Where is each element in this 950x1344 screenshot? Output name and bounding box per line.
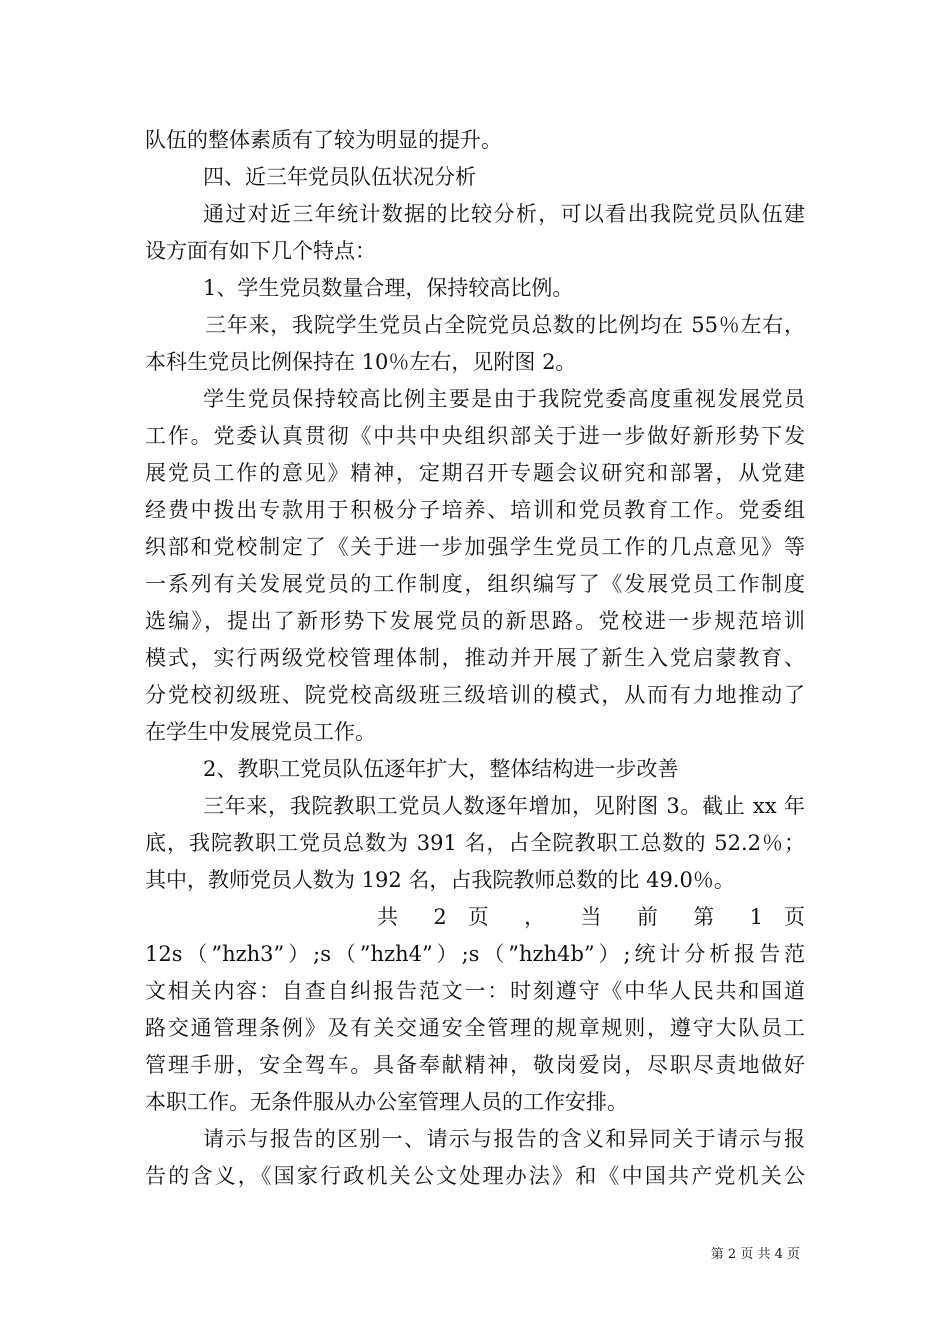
text-line-24: 文相关内容：自查自纠报告范文一：时刻遵守《中华人民共和国道 [145,979,805,1003]
text-line-25: 路交通管理条例》及有关交通安全管理的规章规则，遵守大队员工 [145,1016,805,1040]
text-line-23: 12s（”hzh3”）;s（”hzh4”）;s（”hzh4b”）;统计分析报告范 [145,942,805,966]
text-line-28: 请示与报告的区别一、请示与报告的含义和异同关于请示与报 [203,1127,805,1151]
text-line-8: 学生党员保持较高比例主要是由于我院党委高度重视发展党员 [203,387,805,411]
text-line-6: 三年来，我院学生党员占全院党员总数的比例均在 55％左右， [205,313,805,337]
text-line-20: 底，我院教职工党员总数为 391 名，占全院教职工总数的 52.2％； [145,831,805,855]
text-line-10: 展党员工作的意见》精神，定期召开专题会议研究和部署，从党建 [145,461,805,485]
subheading-1: 1、学生党员数量合理，保持较高比例。 [203,276,574,300]
subheading-2: 2、教职工党员队伍逐年扩大，整体结构进一步改善 [203,757,679,781]
page-footer: 第 2 页 共 4 页 [710,1247,800,1262]
text-line-19: 三年来，我院教职工党员人数逐年增加，见附图 3。截止 xx 年 [203,794,805,818]
text-line-29: 告的含义，《国家行政机关公文处理办法》和《中国共产党机关公 [145,1164,805,1188]
text-line-26: 管理手册，安全驾车。具备奉献精神，敬岗爱岗，尽职尽责地做好 [145,1053,805,1077]
text-line-15: 模式，实行两级党校管理体制，推动并开展了新生入党启蒙教育、 [145,646,805,670]
text-line-4: 设方面有如下几个特点： [145,239,376,263]
text-line-16: 分党校初级班、院党校高级班三级培训的模式，从而有力地推动了 [145,683,805,707]
text-line-7: 本科生党员比例保持在 10％左右，见附图 2。 [145,350,577,374]
text-line-14: 选编》，提出了新形势下发展党员的新思路。党校进一步规范培训 [145,609,805,633]
text-line-9: 工作。党委认真贯彻《中共中央组织部关于进一步做好新形势下发 [145,424,805,448]
text-line-27: 本职工作。无条件服从办公室管理人员的工作安排。 [145,1090,628,1114]
text-line-21: 其中，教师党员人数为 192 名，占我院教师总数的比 49.0％。 [145,868,735,892]
section-heading-4: 四、近三年党员队伍状况分析 [203,165,476,189]
text-line-1: 队伍的整体素质有了较为明显的提升。 [145,128,502,152]
text-line-13: 一系列有关发展党员的工作制度，组织编写了《发展党员工作制度 [145,572,805,596]
text-line-3: 通过对近三年统计数据的比较分析，可以看出我院党员队伍建 [203,202,805,226]
text-line-17: 在学生中发展党员工作。 [145,720,376,744]
page-count-inline: 共 2 页 ， 当 前 第 1 页 [377,905,805,929]
text-line-11: 经费中拨出专款用于积极分子培养、培训和党员教育工作。党委组 [145,498,805,522]
text-line-12: 织部和党校制定了《关于进一步加强学生党员工作的几点意见》等 [145,535,805,559]
